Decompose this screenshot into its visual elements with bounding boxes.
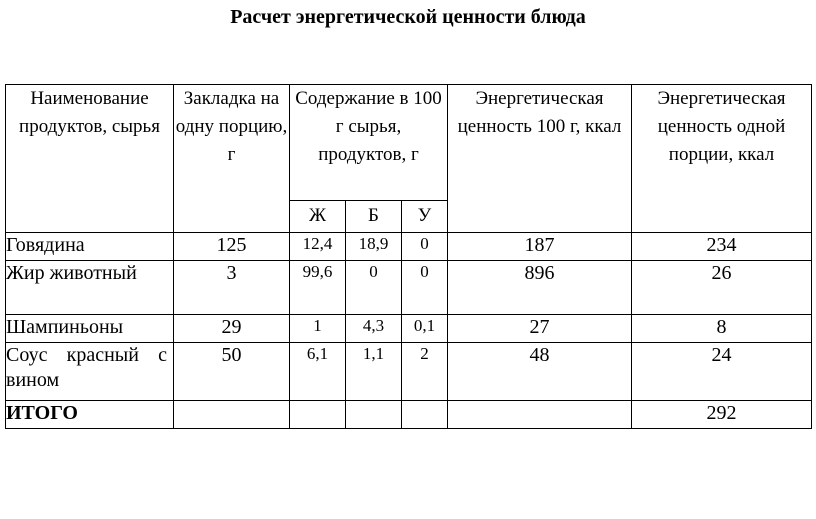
row-name: Говядина [6,233,174,261]
row-portion: 125 [174,233,290,261]
row-name: Шампиньоны [6,315,174,343]
empty-cell [448,401,632,429]
row-protein: 18,9 [346,233,402,261]
row-name: Соус красный с вином [6,343,174,401]
row-protein: 0 [346,261,402,315]
row-energy-portion: 24 [632,343,812,401]
row-fat: 6,1 [290,343,346,401]
row-portion: 50 [174,343,290,401]
row-energy-100: 48 [448,343,632,401]
total-label: ИТОГО [6,401,174,429]
total-energy-portion: 292 [632,401,812,429]
total-row [6,401,812,429]
header-energy-portion: Энергетическая ценность одной порции, ккал [632,85,812,233]
row-carbs: 0,1 [402,315,448,343]
row-carbs: 2 [402,343,448,401]
header-carbs: У [402,201,448,233]
row-protein: 1,1 [346,343,402,401]
row-portion: 29 [174,315,290,343]
header-name: Наименование продуктов, сырья [6,85,174,233]
row-energy-portion: 26 [632,261,812,315]
page-title: Расчет энергетической ценности блюда [230,6,586,28]
row-protein: 4,3 [346,315,402,343]
row-name: Жир животный [6,261,174,315]
row-energy-100: 896 [448,261,632,315]
header-portion: Закладка на одну порцию, г [174,85,290,233]
empty-cell [346,401,402,429]
header-protein: Б [346,201,402,233]
header-fat: Ж [290,201,346,233]
header-energy-100: Энергетическая ценность 100 г, ккал [448,85,632,233]
header-content: Содержание в 100 г сырья, продуктов, г [290,85,448,201]
row-carbs: 0 [402,233,448,261]
row-fat: 1 [290,315,346,343]
table-row [6,315,812,343]
table-row [6,261,812,315]
empty-cell [402,401,448,429]
empty-cell [290,401,346,429]
row-energy-portion: 234 [632,233,812,261]
empty-cell [174,401,290,429]
table-row [6,343,812,401]
row-carbs: 0 [402,261,448,315]
table-row [6,233,812,261]
row-portion: 3 [174,261,290,315]
row-energy-100: 27 [448,315,632,343]
row-energy-100: 187 [448,233,632,261]
energy-table [5,84,812,429]
row-energy-portion: 8 [632,315,812,343]
row-fat: 12,4 [290,233,346,261]
row-fat: 99,6 [290,261,346,315]
